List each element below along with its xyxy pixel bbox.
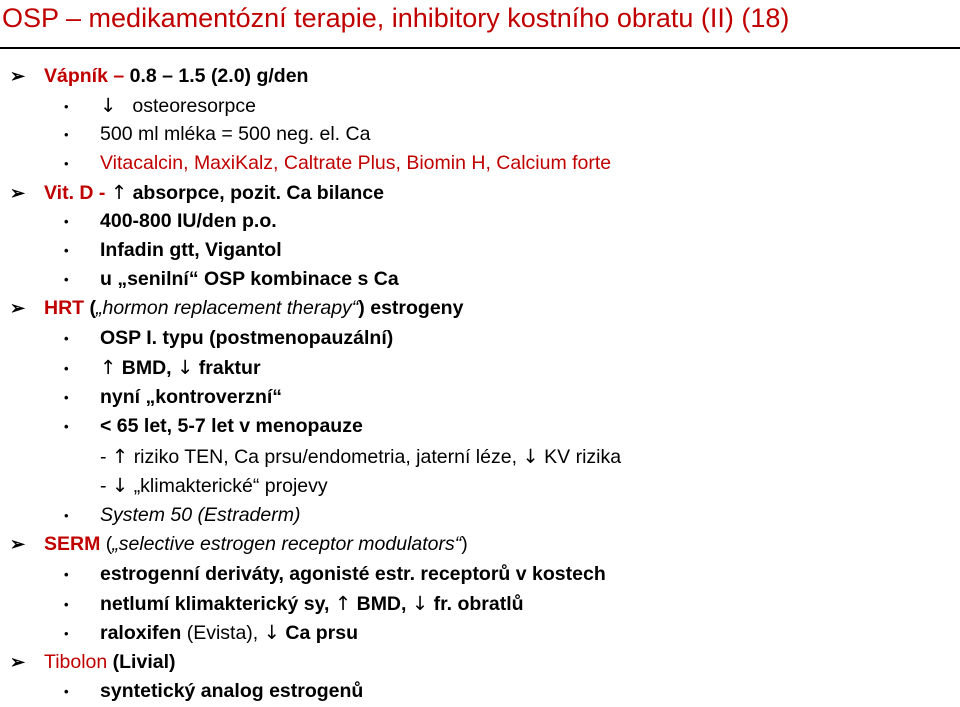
list-item-serm: ➢ SERM („selective estrogen receptor modulators“)	[10, 530, 468, 559]
list-item-hrt: ➢ HRT („hormon replacement therapy“) estrogeny	[10, 294, 463, 323]
arrow-up-icon	[335, 589, 351, 618]
bullet-icon: •	[64, 361, 69, 376]
list-item-raloxifen: • raloxifen (Evista), ↓ Ca prsu	[64, 618, 358, 647]
list-item-osp-typ: • OSP I. typu (postmenopauzální)	[64, 324, 393, 353]
bullet-icon: •	[64, 684, 69, 699]
list-item-netlumi: • netlumí klimakterický sy, ↑ BMD, ↓ fr. obratlů	[64, 589, 524, 618]
arrow-down-icon	[264, 618, 280, 647]
bullet-icon: •	[64, 508, 69, 523]
bullet-icon: •	[64, 419, 69, 434]
bullet-icon: •	[64, 127, 69, 142]
list-item-system-50: • System 50 (Estraderm)	[64, 501, 300, 530]
list-item-rizika: - ↑ riziko TEN, Ca prsu/endometria, jaterní léze, ↓ KV rizika	[100, 442, 621, 471]
list-item-menopauza: • < 65 let, 5-7 let v menopauze	[64, 412, 363, 441]
list-item-osteoresorpce: •↓ osteoresorpce	[64, 91, 256, 120]
bullet-icon: •	[64, 272, 69, 287]
page-title: OSP – medikamentózní terapie, inhibitory kostního obratu (II) (18)	[2, 3, 790, 33]
arrow-bullet-icon: ➢	[10, 534, 26, 554]
bullet-icon: •	[64, 99, 69, 114]
arrow-up-icon	[100, 353, 116, 382]
arrow-down-icon	[412, 589, 428, 618]
arrow-up-icon	[111, 178, 127, 207]
list-item-mleko: • 500 ml mléka = 500 neg. el. Ca	[64, 120, 370, 149]
arrow-bullet-icon: ➢	[10, 183, 26, 203]
list-item-projevy: - ↓ „klimakterické“ projevy	[100, 471, 328, 500]
list-item-preparaty-ca: • Vitacalcin, MaxiKalz, Caltrate Plus, Biomin H, Calcium forte	[64, 149, 611, 178]
arrow-bullet-icon: ➢	[10, 652, 26, 672]
arrow-down-icon	[100, 91, 116, 120]
bullet-icon: •	[64, 567, 69, 582]
list-item-synteticky-analog: • syntetický analog estrogenů	[64, 677, 363, 706]
bullet-icon: •	[64, 156, 69, 171]
list-item-vit-d: ➢ Vit. D - ↑ absorpce, pozit. Ca bilance	[10, 178, 384, 207]
list-item-infadin: • Infadin gtt, Vigantol	[64, 236, 282, 265]
list-item-vapnik: ➢ Vápník – 0.8 – 1.5 (2.0) g/den	[10, 62, 308, 91]
title-divider	[0, 47, 960, 49]
list-item-tibolon: ➢ Tibolon (Livial)	[10, 648, 176, 677]
list-item-bmd-fraktur: •↑ BMD, ↓ fraktur	[64, 353, 261, 382]
list-item-senilni-osp: • u „senilní“ OSP kombinace s Ca	[64, 265, 399, 294]
list-item-estrogenni-derivaty: • estrogenní deriváty, agonisté estr. receptorů v kostech	[64, 560, 606, 589]
bullet-icon: •	[64, 390, 69, 405]
arrow-bullet-icon: ➢	[10, 298, 26, 318]
list-item-davka-vit-d: • 400-800 IU/den p.o.	[64, 207, 277, 236]
arrow-down-icon	[522, 442, 538, 471]
arrow-up-icon	[112, 442, 128, 471]
list-item-kontroverzni: • nyní „kontroverzní“	[64, 383, 282, 412]
bullet-icon: •	[64, 243, 69, 258]
bullet-icon: •	[64, 597, 69, 612]
arrow-bullet-icon: ➢	[10, 66, 26, 86]
bullet-icon: •	[64, 214, 69, 229]
arrow-down-icon	[177, 353, 193, 382]
arrow-down-icon	[112, 471, 128, 500]
bullet-icon: •	[64, 626, 69, 641]
bullet-icon: •	[64, 331, 69, 346]
